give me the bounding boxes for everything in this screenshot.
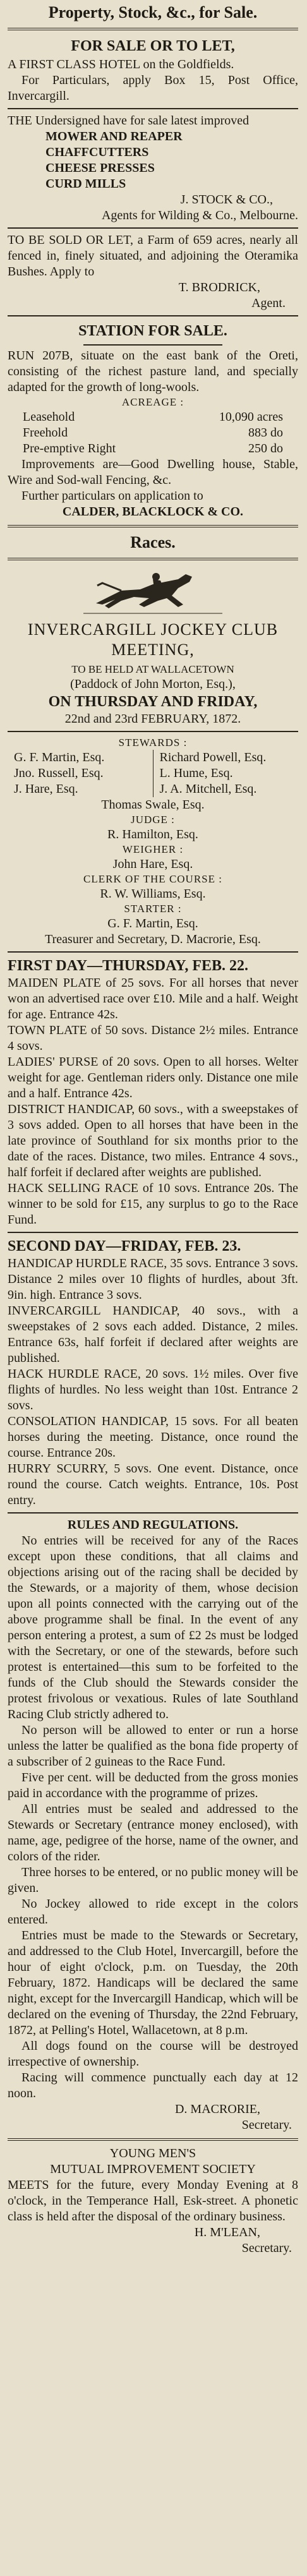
day1-title: FIRST DAY—THURSDAY, FEB. 22. xyxy=(8,958,248,974)
hotel-line1: A FIRST CLASS HOTEL on the Goldfields. xyxy=(8,57,234,71)
stewards-right xyxy=(154,750,299,797)
steward-name: J. Hare, Esq. xyxy=(14,782,78,796)
society-role: Secretary. xyxy=(241,2241,292,2255)
rules-title: RULES AND REGULATIONS. xyxy=(67,1518,239,1532)
acreage-label: ACREAGE : xyxy=(121,396,184,408)
station-text: RUN 207B, situate on the east bank of the Oreti, consisting of the richest pasture land, and specially adapted for the growth of long-wools. xyxy=(8,349,298,394)
divider xyxy=(8,28,298,30)
race-entry: DISTRICT HANDICAP, 60 sovs., with a sweepstakes of 3 sovs added. Open to all horses that have been in the late province of Southland for six months prior to the date of the races. Distance, two miles. Entrance 4 sovs., half forfeit if declared after weights are published. xyxy=(8,1102,298,1179)
races-ad xyxy=(8,533,298,2133)
rule-item: Five per cent. will be deducted from the gross monies paid in accordance with the programme of prizes. xyxy=(8,1771,298,1800)
divider xyxy=(8,525,298,527)
implements-firm: J. STOCK & CO., xyxy=(180,193,273,207)
races-venue: TO BE HELD AT WALLACETOWN xyxy=(71,663,234,675)
day1-races xyxy=(8,975,298,1228)
steward-name: Jno. Russell, Esq. xyxy=(14,766,104,780)
society-title: YOUNG MEN'S xyxy=(109,2146,196,2160)
hotel-headline: FOR SALE OR TO LET, xyxy=(71,38,235,54)
list-item: CURD MILLS xyxy=(45,177,126,191)
implements-list xyxy=(8,129,298,192)
racehorse-illustration xyxy=(83,565,222,616)
acreage-value: 883 do xyxy=(248,426,283,440)
station-apply: Further particulars on application to xyxy=(21,489,203,503)
race-entry: TOWN PLATE of 50 sovs. Distance 2½ miles. Entrance 4 sovs. xyxy=(8,1023,298,1053)
farm-name: T. BRODRICK, xyxy=(178,280,260,294)
rule-item: Racing will commence punctually each day at 12 noon. xyxy=(8,2071,298,2100)
society-text: MEETS for the future, every Monday Evening at 8 o'clock, in the Temperance Hall, Esk-street. A phonetic class is held after the disposal of the ordinary business. xyxy=(8,2178,298,2224)
acreage-row xyxy=(23,425,283,441)
divider xyxy=(8,951,298,953)
station-headline: STATION FOR SALE. xyxy=(78,323,227,339)
list-item: CHEESE PRESSES xyxy=(45,161,155,175)
weigher-name: John Hare, Esq. xyxy=(112,857,193,871)
farm-text: TO BE SOLD OR LET, a Farm of 659 acres, nearly all fenced in, finely situated, and adjoining the Oteramika Bushes. Apply to xyxy=(8,233,298,279)
races-dates: ON THURSDAY AND FRIDAY, xyxy=(48,694,258,710)
divider xyxy=(8,558,298,560)
day2-title: SECOND DAY—FRIDAY, FEB. 23. xyxy=(8,1238,241,1255)
clerk-label: CLERK OF THE COURSE : xyxy=(83,873,222,885)
race-entry: CONSOLATION HANDICAP, 15 sovs. For all beaten horses during the meeting. Distance, once round the course. Entrance 20s. xyxy=(8,1414,298,1460)
society-title2: MUTUAL IMPROVEMENT SOCIETY xyxy=(50,2162,256,2176)
steward-name: G. F. Martin, Esq. xyxy=(14,750,105,764)
rules-list xyxy=(8,1533,298,2102)
acreage-table xyxy=(8,409,298,457)
day2-races xyxy=(8,1256,298,1508)
station-improvements: Improvements are—Good Dwelling house, Stable, Wire and Sod-wall Fencing, &c. xyxy=(8,457,298,487)
hotel-ad xyxy=(8,35,298,104)
clerk-name: R. W. Williams, Esq. xyxy=(100,887,206,901)
signoff-role: Secretary. xyxy=(241,2118,292,2132)
race-entry: HURRY SCURRY, 5 sovs. One event. Distance, once round the course. Catch weights. Entrance, 10s. Post entry. xyxy=(8,1462,298,1507)
rule-item: All dogs found on the course will be destroyed irrespective of ownership. xyxy=(8,2039,298,2069)
station-firm: CALDER, BLACKLOCK & CO. xyxy=(62,505,244,519)
steward-name: Thomas Swale, Esq. xyxy=(101,798,205,812)
section-header: Property, Stock, &c., for Sale. xyxy=(48,3,258,21)
implements-agents: Agents for Wilding & Co., Melbourne. xyxy=(101,208,298,222)
society-ad xyxy=(8,2146,298,2256)
divider xyxy=(8,108,298,109)
races-dates2: 22nd and 23rd FEBRUARY, 1872. xyxy=(64,712,241,726)
stewards-left xyxy=(8,750,154,797)
acreage-value: 250 do xyxy=(248,442,283,455)
society-name: H. M'LEAN, xyxy=(194,2225,260,2239)
acreage-type: Freehold xyxy=(23,426,68,440)
acreage-row xyxy=(23,441,283,457)
starter-label: STARTER : xyxy=(124,903,182,915)
rule-item: Three horses to be entered, or no public money will be given. xyxy=(8,1865,298,1895)
steward-name: L. Hume, Esq. xyxy=(159,766,233,780)
race-entry: MAIDEN PLATE of 25 sovs. For all horses that never won an advertised race over £10. Mile and a half. Weight for age. Entrance 42s. xyxy=(8,976,298,1021)
race-entry: HACK SELLING RACE of 10 sovs. Entrance 20s. The winner to be sold for £15, any surplus to go to the Race Fund. xyxy=(8,1181,298,1227)
race-entry: HANDICAP HURDLE RACE, 35 sovs. Entrance 3 sovs. Distance 2 miles over 10 flights of hurdles, about 3ft. 9in. high. Entrance 3 sovs. xyxy=(8,1256,298,1302)
hotel-line2: For Particulars, apply Box 15, Post Office, Invercargill. xyxy=(8,73,298,103)
implements-ad xyxy=(8,113,298,224)
steward-name: Richard Powell, Esq. xyxy=(159,750,267,764)
divider xyxy=(8,315,298,316)
judge-label: JUDGE : xyxy=(131,814,175,826)
races-paddock: (Paddock of John Morton, Esq.), xyxy=(70,677,236,691)
divider xyxy=(8,2138,298,2141)
weigher-label: WEIGHER : xyxy=(122,843,184,855)
acreage-value: 10,090 acres xyxy=(219,410,283,424)
judge-name: R. Hamilton, Esq. xyxy=(107,828,198,841)
races-title: INVERCARGILL JOCKEY CLUB MEETING, xyxy=(27,620,279,659)
divider xyxy=(8,1232,298,1233)
rule-item: No Jockey allowed to ride except in the colors entered. xyxy=(8,1897,298,1927)
ads-column xyxy=(8,3,298,2256)
divider xyxy=(8,731,298,732)
signoff-name: D. MACRORIE, xyxy=(174,2102,260,2116)
implements-intro: THE Undersigned have for sale latest improved xyxy=(8,114,250,128)
list-item: MOWER AND REAPER xyxy=(45,129,183,143)
treasurer: Treasurer and Secretary, D. Macrorie, Esq. xyxy=(45,932,261,946)
station-ad xyxy=(8,320,298,520)
rule-item: No entries will be received for any of the Races except upon these conditions, that all claims and objections arising out of the racing shall be decided by the Stewards, or a majority of them, whose decision upon all points connected with the carrying out of the above programme shall be final. In the event of any person entering a protest, a sum of £2 2s must be lodged with the Secretary, or one of the stewards, before such protest is entertained—this sum to be forfeited to the funds of the Club should the Stewards consider the protest frivolous or vexatious. Rules of late Southland Racing Club strictly adhered to. xyxy=(8,1534,298,1721)
races-section-title: Races. xyxy=(130,533,176,551)
race-entry: LADIES' PURSE of 20 sovs. Open to all horses. Welter weight for age. Gentleman riders only. Distance one mile and a half. Entrance 42s. xyxy=(8,1055,298,1100)
divider xyxy=(8,1512,298,1514)
stewards-label: STEWARDS : xyxy=(118,737,188,749)
steward-name: J. A. Mitchell, Esq. xyxy=(159,782,257,796)
rule-item: No person will be allowed to enter or run a horse unless the latter be qualified as the bona fide property of a subscriber of 2 guineas to the Race Fund. xyxy=(8,1723,298,1769)
farm-role: Agent. xyxy=(251,296,286,310)
list-item: CHAFFCUTTERS xyxy=(45,145,149,159)
acreage-type: Pre-emptive Right xyxy=(23,442,116,455)
rule-item: Entries must be made to the Stewards or Secretary, and addressed to the Club Hotel, Invercargill, before the hour of eight o'clock, p.m. on Tuesday, the 20th February, 1872. Handicaps will be declared the same night, except for the Invercargill Handicap, which will be declared on the evening of Thursday, the 22nd February, 1872, at Pelling's Hotel, Wallacetown, at 8 p.m. xyxy=(8,1929,298,2037)
acreage-type: Leasehold xyxy=(23,410,75,424)
divider xyxy=(83,344,222,346)
rule-item: All entries must be sealed and addressed to the Stewards or Secretary (entrance money enclosed), with name, age, pedigree of the horse, name of the owner, and colors of the rider. xyxy=(8,1802,298,1863)
divider xyxy=(8,227,298,229)
stewards-table xyxy=(8,750,298,797)
starter-name: G. F. Martin, Esq. xyxy=(107,917,198,930)
race-entry: HACK HURDLE RACE, 20 sovs. 1½ miles. Over five flights of hurdles. No less weight than 10st. Entrance 2 sovs. xyxy=(8,1367,298,1412)
farm-ad xyxy=(8,232,298,311)
race-entry: INVERCARGILL HANDICAP, 40 sovs., with a sweepstakes of 2 sovs each added. Distance, 2 miles. Entrance 63s, half forfeit if declared after weights are published. xyxy=(8,1304,298,1365)
acreage-row xyxy=(23,409,283,425)
